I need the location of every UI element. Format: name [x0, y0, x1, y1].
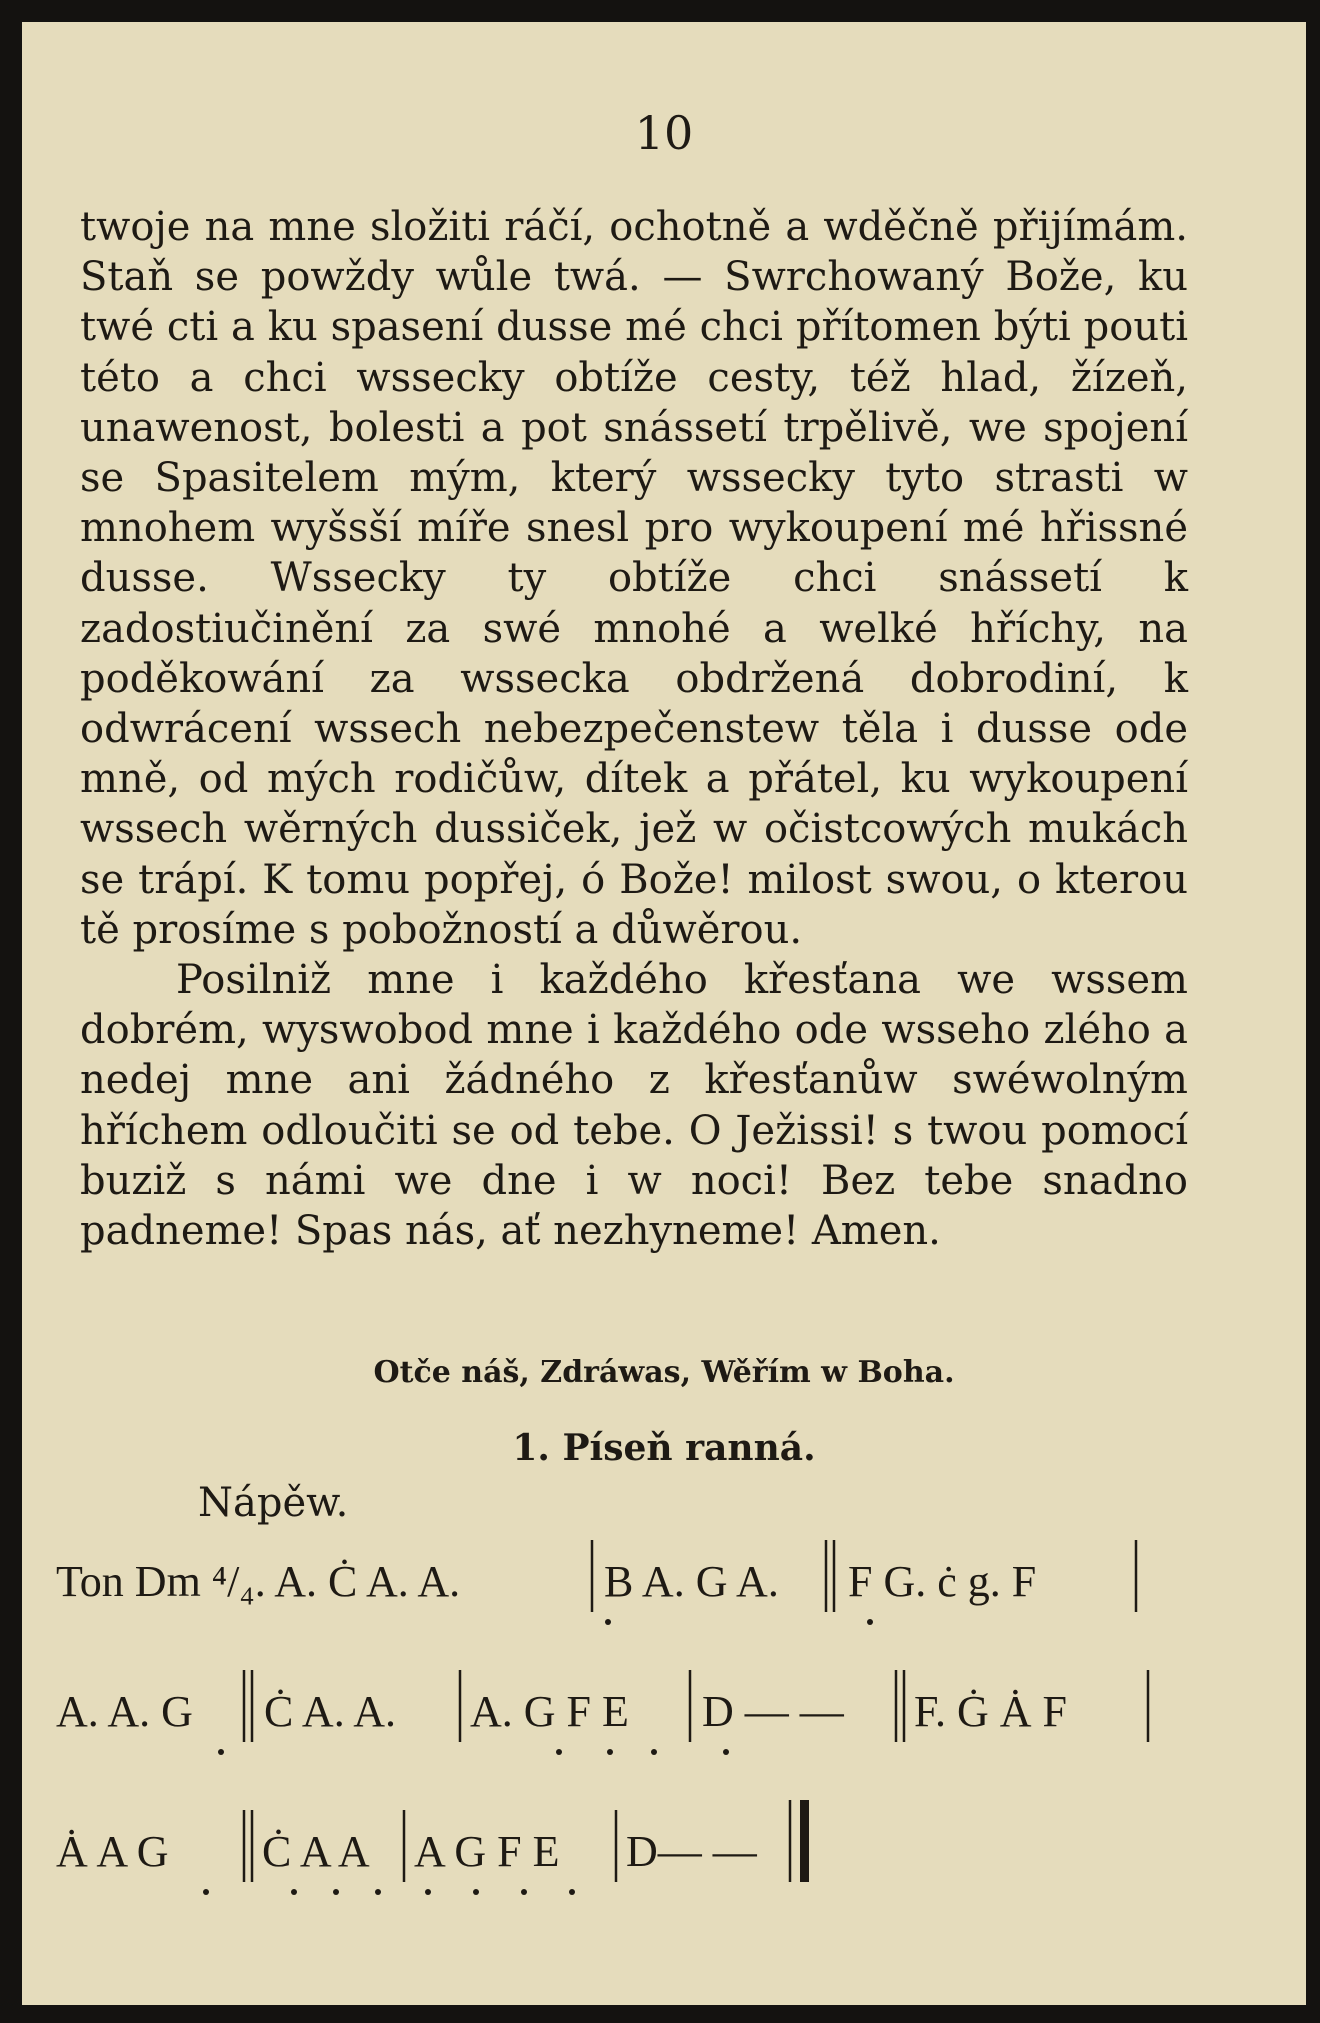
notation-segment: A G F E [414, 1827, 560, 1876]
notation-segment: Ċ A A [262, 1827, 370, 1876]
note-dot [521, 1889, 527, 1895]
prayers-line: Otče náš, Zdráwas, Wěřím w Boha. [373, 1355, 955, 1390]
song-title: 1. Píseň ranná. [512, 1427, 816, 1469]
notation-segment: Ton Dm ⁴/₄. A. Ċ A. A. [56, 1557, 461, 1606]
note-dot [569, 1889, 575, 1895]
note-dot [375, 1889, 381, 1895]
napev-label: Nápěw. [198, 1480, 349, 1526]
paragraph-1: twoje na mne složiti ráčí, ochotně a wděčně přijímám. Staň se powždy wůle twá. — Swrchowaný Bože, ku twé cti a ku spasení dusse mé chci přítomen býti pouti této a chci wssecky obtíže cesty, též hlad, žízeň, unawenost, bolesti a pot snássetí trpělivě, we spojení se Spasitelem mým, který wssecky tyto strasti w mnohem wyšsší míře snesl pro wykoupení mé hřissné dusse. Wssecky ty obtíže chci snássetí k zadostiučinění za swé mnohé a welké hříchy, na poděkowání za wssecka obdržená dobrodiní, k odwrácení wssech nebezpečenstew těla i dusse ode mně, od mých rodičůw, dítek a přátel, ku wykoupení wssech wěrných dussiček, jež w očistcowých mukách se trápí. K tomu popřej, ó Bože! milost swou, o kterou tě prosíme s pobožností a důwěrou. [80, 204, 1188, 953]
notation-segment: B A. G A. [604, 1557, 779, 1606]
note-dot [867, 1619, 873, 1625]
note-dot [607, 1749, 613, 1755]
final-bar-line [800, 1800, 809, 1882]
notation-segment: F. Ġ Ȧ F [914, 1687, 1067, 1736]
notation-segment: A. G F E [470, 1687, 629, 1736]
note-dot [605, 1619, 611, 1625]
paragraph-2: Posilniž mne i každého křesťana we wssem dobrém, wyswobod mne i každého ode wsseho zlého a nedej mne ani žádného z křesťanůw swéwolným hříchem odloučiti se od tebe. O Ježissi! s twou pomocí buziž s námi we dne i w noci! Bez tebe snadno padneme! Spas nás, ať nezhyneme! Amen. [80, 957, 1188, 1255]
note-dot [723, 1749, 729, 1755]
notation-segment: F G. ċ g. F [848, 1557, 1037, 1606]
notation-segment: D— — [626, 1827, 757, 1876]
note-dot [651, 1749, 657, 1755]
notation-segment: D — — [702, 1687, 844, 1736]
notation-segment: A. A. G [56, 1687, 193, 1736]
note-dot [218, 1749, 224, 1755]
note-dot [473, 1889, 479, 1895]
notation-segment: Ȧ A G [56, 1827, 169, 1876]
note-dot [291, 1889, 297, 1895]
note-dot [333, 1889, 339, 1895]
notation-segment: Ċ A. A. [264, 1687, 397, 1736]
note-dot [203, 1889, 209, 1895]
note-dot [556, 1749, 562, 1755]
page-number: 10 [634, 106, 694, 160]
note-dot [425, 1889, 431, 1895]
